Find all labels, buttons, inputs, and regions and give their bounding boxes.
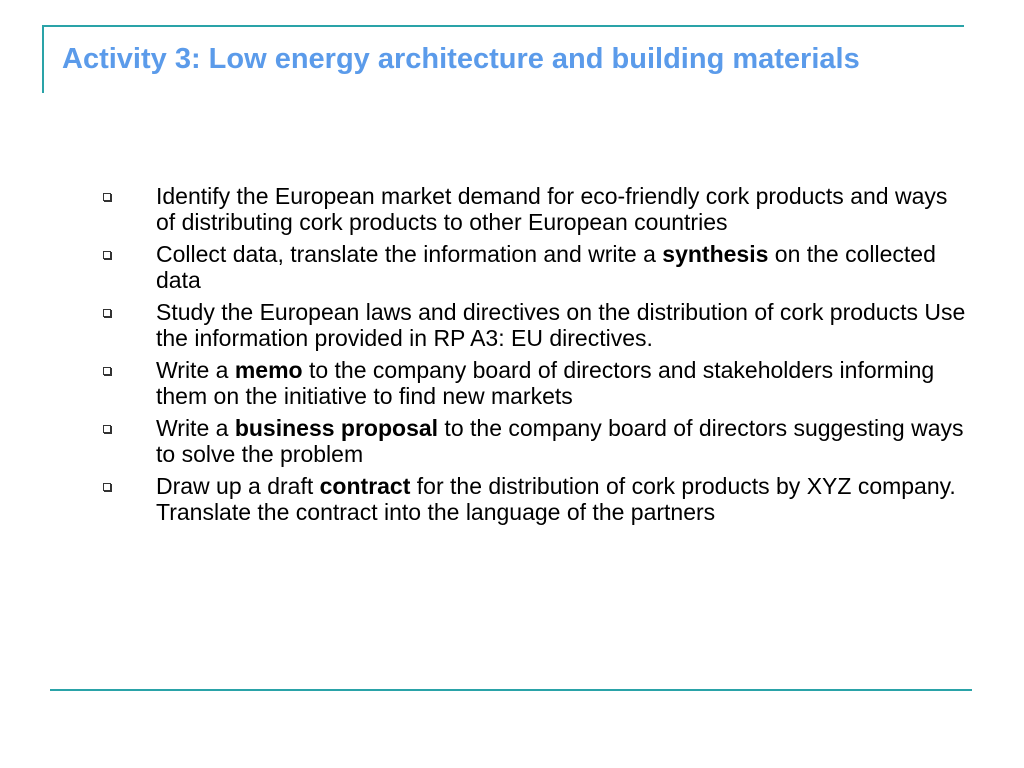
bullet-item	[98, 473, 970, 525]
bullet-text: Collect data, translate the information and write a synthesis on the collected data	[156, 241, 936, 293]
frame-top-line	[42, 25, 964, 27]
frame-bottom-line	[50, 689, 972, 691]
bullet-text: Write a memo to the company board of directors and stakeholders informing them on the initiative to find new markets	[156, 357, 935, 409]
bullet-list	[98, 183, 970, 531]
hollow-square-bullet-icon	[103, 193, 111, 201]
slide-title: Activity 3: Low energy architecture and building materials	[62, 43, 860, 75]
bullet-text: Identify the European market demand for eco-friendly cork products and ways of distributing cork products to other European countries	[156, 183, 948, 235]
hollow-square-bullet-icon	[103, 251, 111, 259]
bullet-item	[98, 415, 970, 467]
hollow-square-bullet-icon	[103, 367, 111, 375]
hollow-square-bullet-icon	[103, 309, 111, 317]
hollow-square-bullet-icon	[103, 483, 111, 491]
bullet-item	[98, 241, 970, 293]
bullet-item	[98, 299, 970, 351]
bullet-item	[98, 183, 970, 235]
bullet-text: Draw up a draft contract for the distribution of cork products by XYZ company. Translate the contract into the language of the partners	[156, 473, 956, 525]
hollow-square-bullet-icon	[103, 425, 111, 433]
frame-vertical-line	[42, 26, 44, 93]
bullet-item	[98, 357, 970, 409]
bullet-text: Write a business proposal to the company board of directors suggesting ways to solve the problem	[156, 415, 964, 467]
bullet-text: Study the European laws and directives on the distribution of cork products Use the information provided in RP A3: EU directives.	[156, 299, 966, 351]
